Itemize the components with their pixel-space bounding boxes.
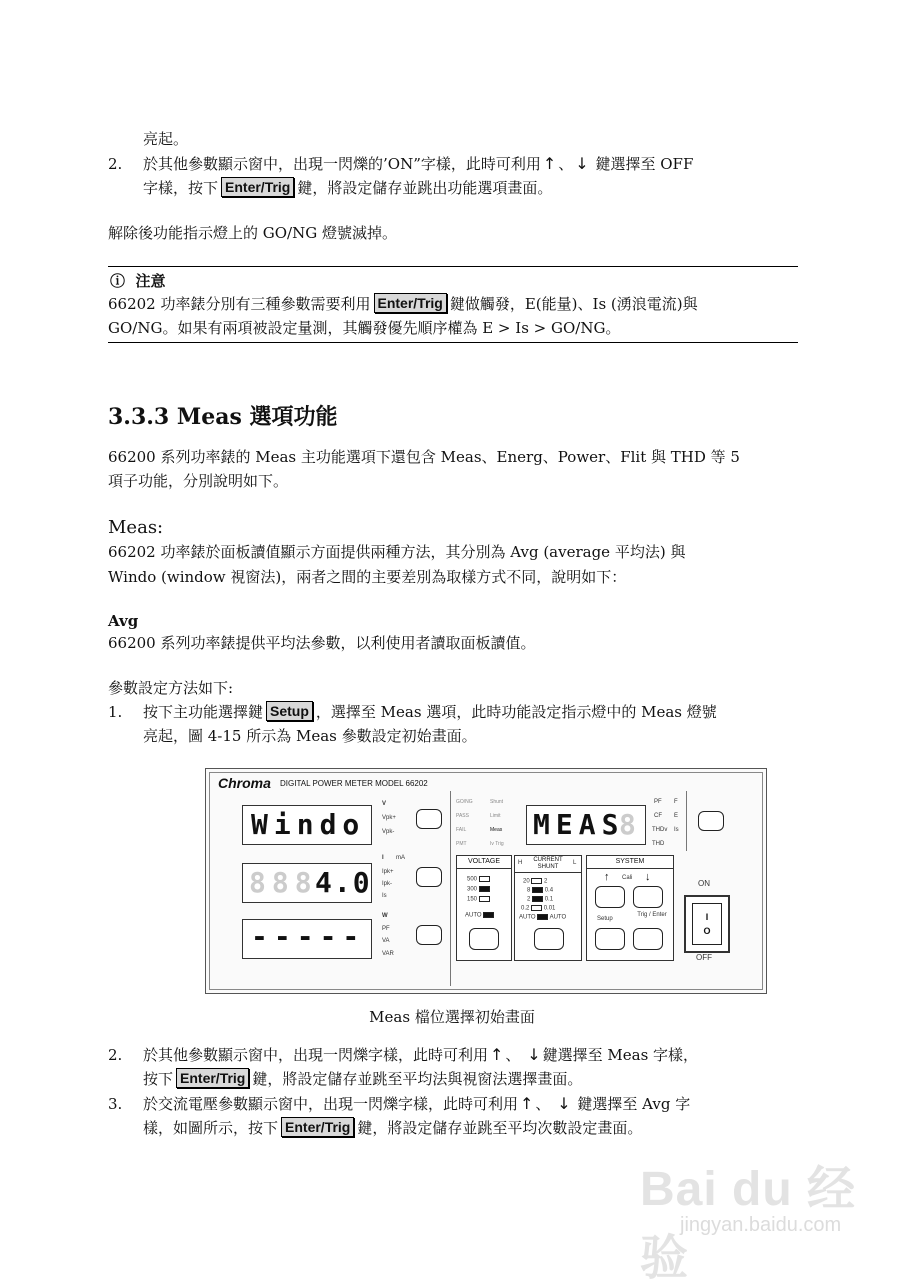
label-pf-right: PF [654, 799, 662, 805]
label-is-right: Is [674, 827, 679, 833]
current-range-row2: 8 0.4 [527, 887, 554, 894]
label-f: F [674, 799, 678, 805]
step2-line1: 於其他參數顯示窗中，出現一閃爍字樣，此時可利用 ↑ 、 ↓ 鍵選擇至 Meas 字樣， [143, 1045, 699, 1064]
current-group [514, 855, 582, 961]
arrow-down-icon: ↓ [557, 1094, 571, 1113]
step2-number: 2. [108, 1046, 123, 1064]
label-thd: THD [652, 841, 665, 847]
current-auto: AUTO AUTO [519, 914, 567, 921]
voltage-title-rule [457, 868, 511, 869]
enter-trig-key: Enter/Trig [176, 1068, 249, 1088]
baidu-watermark-logo: Bai du 经验 [640, 1163, 857, 1285]
voltage-range-150: 150 [467, 896, 490, 903]
cali-label: Cali [622, 875, 633, 881]
led-icon [531, 905, 542, 911]
power-function-button[interactable] [416, 925, 442, 945]
label-ipk-minus: Ipk- [382, 881, 393, 887]
label-thdv: THDv [652, 827, 668, 833]
meas-subheading: Meas: [108, 517, 164, 538]
note-bottom-rule [108, 342, 798, 343]
status-limit: Limit [490, 813, 501, 819]
display-function [526, 805, 646, 845]
label-va: VA [382, 938, 390, 944]
brand-logo: Chroma [218, 775, 271, 791]
status-meas: Meas [490, 827, 503, 833]
voltage-title: VOLTAGE [467, 858, 501, 865]
status-pass: PASS [456, 813, 469, 819]
label-cf: CF [654, 813, 662, 819]
label-vpk-minus: Vpk- [382, 829, 395, 835]
enter-trig-key: Enter/Trig [281, 1117, 354, 1137]
switch-i-mark: I [705, 912, 709, 922]
baidu-watermark-url: jingyan.baidu.com [680, 1214, 842, 1236]
display-function-text: MEAS [533, 808, 625, 841]
arrow-up-icon: ↑ [520, 1094, 534, 1113]
trig-enter-button[interactable] [633, 928, 663, 950]
label-var: VAR [382, 951, 394, 957]
step3-line2: 樣，如圖所示，按下 Enter/Trig 鍵，將設定儲存並跳至平均次數設定畫面。 [143, 1119, 643, 1137]
item2-line2: 字樣，按下 Enter/Trig 鍵，將設定儲存並跳出功能選項畫面。 [143, 179, 553, 197]
power-meter-panel [205, 768, 767, 994]
meas-line1: 66202 功率錶於面板讀值顯示方面提供兩種方法，其分別為 Avg (average 平均法) 與 [108, 543, 686, 561]
display-power-text: ----- [251, 920, 366, 953]
label-pf: PF [382, 926, 390, 932]
setup-label: Setup [597, 916, 613, 922]
info-icon: ⓘ [110, 273, 126, 290]
voltage-function-button[interactable] [416, 809, 442, 829]
setup-key: Setup [266, 701, 313, 721]
function-select-button[interactable] [698, 811, 724, 831]
power-on-label: ON [698, 879, 710, 888]
arrow-up-icon: ↑ [490, 1045, 504, 1064]
system-title-rule [587, 868, 673, 869]
led-icon [479, 876, 490, 882]
display-current [242, 863, 372, 903]
cali-down-button[interactable] [633, 886, 663, 908]
panel-divider-left [450, 791, 451, 986]
arrow-down-icon: ↓ [527, 1045, 541, 1064]
arrow-up-icon: ↑ [542, 154, 557, 173]
label-w: W [382, 913, 388, 919]
setup-method-title: 參數設定方法如下: [108, 679, 234, 697]
intro-line0: 亮起。 [143, 130, 189, 148]
status-gong: GO/NG [456, 799, 473, 805]
power-switch[interactable] [684, 895, 730, 953]
step1-line2: 亮起，圖 4-15 所示為 Meas 參數設定初始畫面。 [143, 727, 477, 745]
figure-caption: Meas 檔位選擇初始畫面 [369, 1008, 535, 1026]
display-voltage [242, 805, 372, 845]
note-line2: GO/NG。如果有兩項被設定量測，其觸發優先順序權為 E > Is > GO/NG。 [108, 319, 621, 337]
model-label: DIGITAL POWER METER MODEL 66202 [280, 779, 428, 788]
section-p2: 項子功能，分別說明如下。 [108, 472, 289, 490]
current-l: L [573, 860, 577, 866]
current-function-button[interactable] [416, 867, 442, 887]
current-title: CURRENT SHUNT [533, 857, 563, 870]
label-v: V [382, 801, 387, 807]
label-ma: mA [396, 855, 405, 861]
current-range-row4: 0.2 0.01 [521, 905, 556, 912]
current-range-row1: 20 2 [523, 878, 548, 885]
step3-number: 3. [108, 1095, 123, 1113]
meas-line2: Windo (window 視窗法)，兩者之間的主要差別為取樣方式不同，說明如下： [108, 568, 627, 586]
system-title: SYSTEM [615, 858, 645, 865]
enter-trig-key: Enter/Trig [374, 293, 447, 313]
label-e: E [674, 813, 679, 819]
enter-trig-key: Enter/Trig [221, 177, 294, 197]
display-current-ghost: 888 [249, 866, 318, 899]
note-top-rule [108, 266, 798, 267]
current-range-button[interactable] [534, 928, 564, 950]
voltage-auto: AUTO [465, 912, 494, 919]
step1-number: 1. [108, 703, 123, 721]
panel-divider-right [686, 791, 687, 851]
label-vpk-plus: Vpk+ [382, 815, 396, 821]
label-is: Is [382, 893, 387, 899]
current-range-row3: 2 0.1 [527, 896, 554, 903]
arrow-down-icon: ↓ [575, 154, 589, 173]
cali-up-arrow-icon: ↑ [604, 871, 610, 883]
led-icon [479, 896, 490, 902]
system-group [586, 855, 674, 961]
item2-number: 2. [108, 155, 123, 173]
voltage-range-500: 500 [467, 876, 490, 883]
intro-after: 解除後功能指示燈上的 GO/NG 燈號滅掉。 [108, 224, 397, 242]
section-heading: 3.3.3 Meas 選項功能 [108, 404, 338, 430]
cali-up-button[interactable] [595, 886, 625, 908]
status-pmt: PMT [456, 841, 467, 847]
trig-enter-label: Trig / Enter [637, 912, 667, 918]
status-shunt: Shunt [490, 799, 504, 805]
switch-o-mark: O [703, 926, 711, 936]
power-off-label: OFF [696, 953, 712, 962]
status-fail: FAIL [456, 827, 467, 833]
voltage-range-300: 300 [467, 886, 490, 893]
item2-line1: 於其他參數顯示窗中，出現一閃爍的’ON”字樣，此時可利用 ↑ 、 ↓ 鍵選擇至 OFF [143, 154, 694, 173]
display-function-ghost: 8 [619, 808, 642, 841]
avg-line1: 66200 系列功率錶提供平均法參數，以利使用者讀取面板讀值。 [108, 634, 536, 652]
avg-subheading: Avg [108, 612, 139, 630]
step1-line1: 按下主功能選擇鍵 Setup ，選擇至 Meas 選項，此時功能設定指示燈中的 Meas 燈號 [143, 703, 717, 721]
setup-button[interactable] [595, 928, 625, 950]
led-icon [483, 912, 494, 918]
led-icon [532, 887, 543, 893]
power-switch-rocker [692, 903, 722, 945]
note-line1: 66202 功率錶分別有三種參數需要利用 Enter/Trig 鍵做觸發，E(能量)、Is (湧浪電流)與 [108, 295, 698, 313]
label-i: I [382, 855, 384, 861]
voltage-range-button[interactable] [469, 928, 499, 950]
led-icon [537, 914, 548, 920]
led-icon [479, 886, 490, 892]
voltage-group [456, 855, 512, 961]
status-ivtrig: Iv Trig [490, 841, 504, 847]
current-title-rule [515, 872, 581, 873]
current-h: H [518, 860, 523, 866]
note-title: ⓘ 注意 [110, 272, 166, 290]
cali-down-arrow-icon: ↓ [645, 871, 651, 883]
display-voltage-text: Windo [251, 808, 366, 841]
display-current-text: 4.0 [315, 866, 372, 899]
led-icon [531, 878, 542, 884]
step2-line2: 按下 Enter/Trig 鍵，將設定儲存並跳至平均法與視窗法選擇畫面。 [143, 1070, 583, 1088]
led-icon [532, 896, 543, 902]
step3-line1: 於交流電壓參數顯示窗中，出現一閃爍字樣，此時可利用 ↑ 、 ↓ 鍵選擇至 Avg 字 [143, 1094, 691, 1113]
label-ipk-plus: Ipk+ [382, 869, 394, 875]
display-power [242, 919, 372, 959]
section-p1: 66200 系列功率錶的 Meas 主功能選項下還包含 Meas、Energ、Power、Flit 與 THD 等 5 [108, 448, 740, 466]
